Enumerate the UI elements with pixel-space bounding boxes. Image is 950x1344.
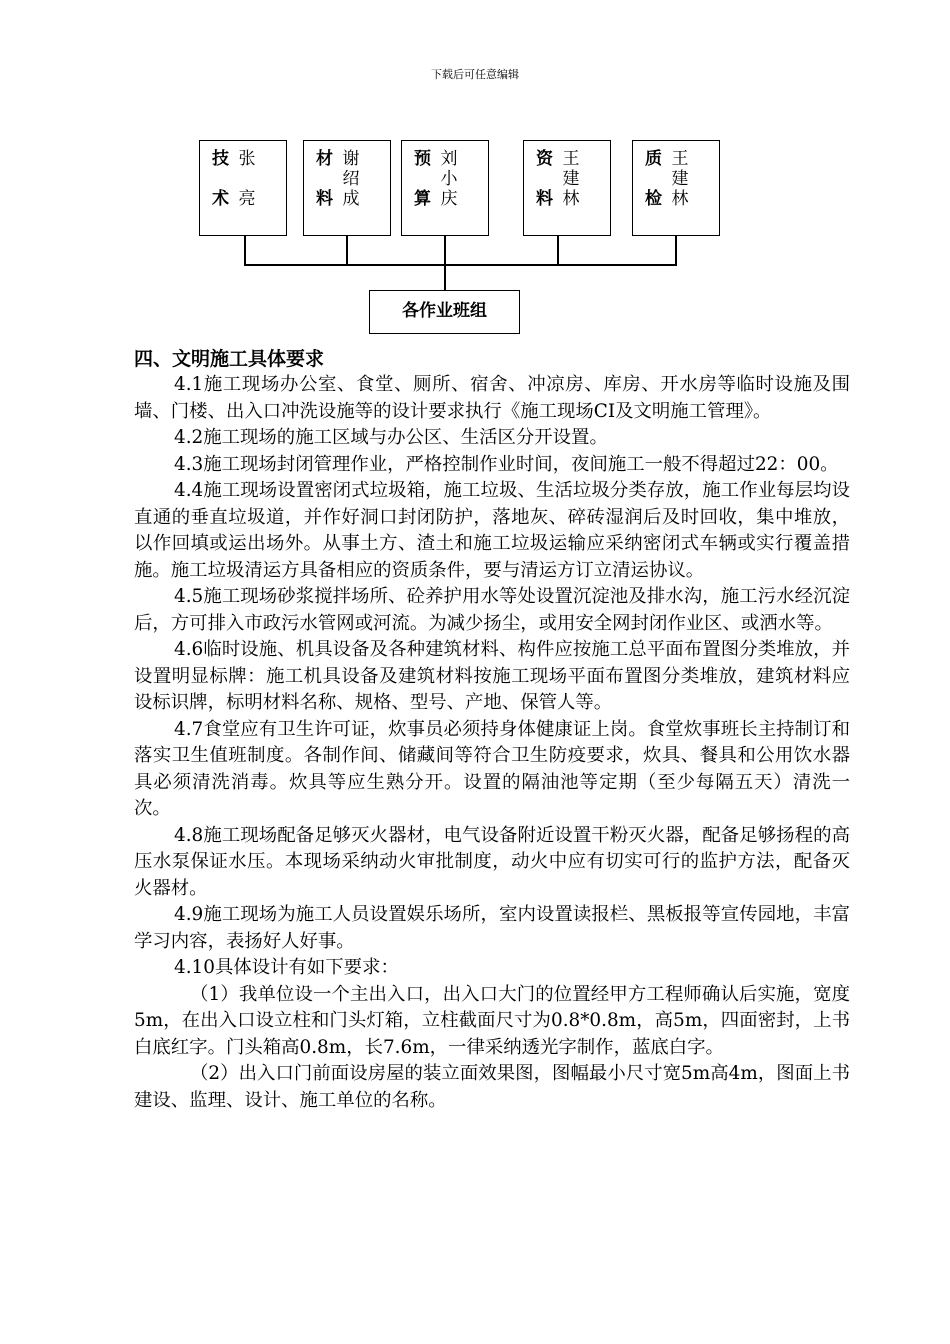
paragraph: 4.7食堂应有卫生许可证，炊事员必须持身体健康证上岗。食堂炊事班长主持制订和落实卫生值班制度。各制作间、储藏间等符合卫生防疫要求，炊具、餐具和公用饮水器具必须清洗消毒。炊具等应生熟分开。设置的隔油池等定期（至少每隔五天）清洗一次。 [134, 718, 850, 819]
connector-line [557, 236, 559, 265]
sub-item: （2）出入口门前面设房屋的装立面效果图，图幅最小尺寸宽5m高4m，图面上书建设、监理、设计、施工单位的名称。 [134, 1063, 850, 1111]
org-name: 王 建 林 [562, 149, 580, 209]
paragraph: 4.3施工现场封闭管理作业，严格控制作业时间，夜间施工一般不得超过22：00。 [174, 453, 839, 475]
section-body [134, 346, 850, 1114]
paragraph: 4.2施工现场的施工区域与办公区、生活区分开设置。 [174, 427, 608, 448]
page-header: 下载后可任意编辑 [431, 68, 519, 81]
paragraph: 4.5施工现场砂浆搅拌场所、砼养护用水等处设置沉淀池及排水沟，施工污水经沉淀后，方可排入市政污水管网或河流。为减少扬尘，或用安全网封闭作业区、或洒水等。 [134, 586, 850, 634]
org-role: 资 料 [536, 149, 553, 209]
org-name: 张 亮 [238, 149, 256, 209]
paragraph: 4.1施工现场办公室、食堂、厕所、宿舍、冲凉房、库房、开水房等临时设施及围墙、门楼、出入口冲洗设施等的设计要求执行《施工现场CI及文明施工管理》。 [134, 374, 850, 422]
work-team-box: 各作业班组 [369, 290, 520, 334]
connector-line [675, 236, 677, 265]
paragraph: 4.6临时设施、机具设备及各种建筑材料、构件应按施工总平面布置图分类堆放，并设置明显标牌：施工机具设备及建筑材料按施工现场平面布置图分类堆放，建筑材料应设标识牌，标明材料名称、规格、型号、产地、保管人等。 [134, 639, 850, 713]
connector-line [346, 236, 348, 265]
connector-bar [244, 264, 677, 266]
org-box-tech [199, 140, 287, 236]
org-role: 材 料 [316, 149, 333, 209]
org-box-documents [523, 140, 611, 236]
org-box-budget [401, 140, 489, 236]
org-role: 技 术 [212, 149, 229, 209]
org-name: 王 建 林 [671, 149, 689, 209]
org-box-quality [632, 140, 720, 236]
section-title: 四、文明施工具体要求 [134, 348, 325, 370]
org-box-material [303, 140, 391, 236]
org-chart [0, 0, 950, 345]
org-name: 刘 小 庆 [440, 149, 458, 209]
connector-line [444, 236, 446, 290]
paragraph: 4.10具体设计有如下要求： [174, 957, 399, 978]
org-role: 预 算 [414, 149, 431, 209]
paragraph: 4.9施工现场为施工人员设置娱乐场所，室内设置读报栏、黑板报等宣传园地，丰富学习内容，表扬好人好事。 [134, 904, 850, 952]
sub-item: （1）我单位设一个主出入口，出入口大门的位置经甲方工程师确认后实施，宽度5m，在出入口设立柱和门头灯箱，立柱截面尺寸为0.8*0.8m，高5m，四面密封，上书白底红字。门头箱高0.8m，长7.6m，一律采纳透光字制作，蓝底白字。 [134, 983, 850, 1058]
paragraph: 4.8施工现场配备足够灭火器材，电气设备附近设置干粉灭火器，配备足够扬程的高压水泵保证水压。本现场采纳动火审批制度，动火中应有切实可行的监护方法，配备灭火器材。 [134, 824, 850, 899]
org-role: 质 检 [645, 149, 662, 209]
connector-line [244, 236, 246, 265]
org-name: 谢 绍 成 [342, 149, 360, 209]
paragraph: 4.4施工现场设置密闭式垃圾箱，施工垃圾、生活垃圾分类存放，施工作业每层均设直通的垂直垃圾道，并作好洞口封闭防护，落地灰、碎砖湿润后及时回收，集中堆放，以作回填或运出场外。从事土方、渣土和施工垃圾运输应采纳密闭式车辆或实行覆盖措施。施工垃圾清运方具备相应的资质条件，要与清运方订立清运协议。 [134, 480, 850, 581]
